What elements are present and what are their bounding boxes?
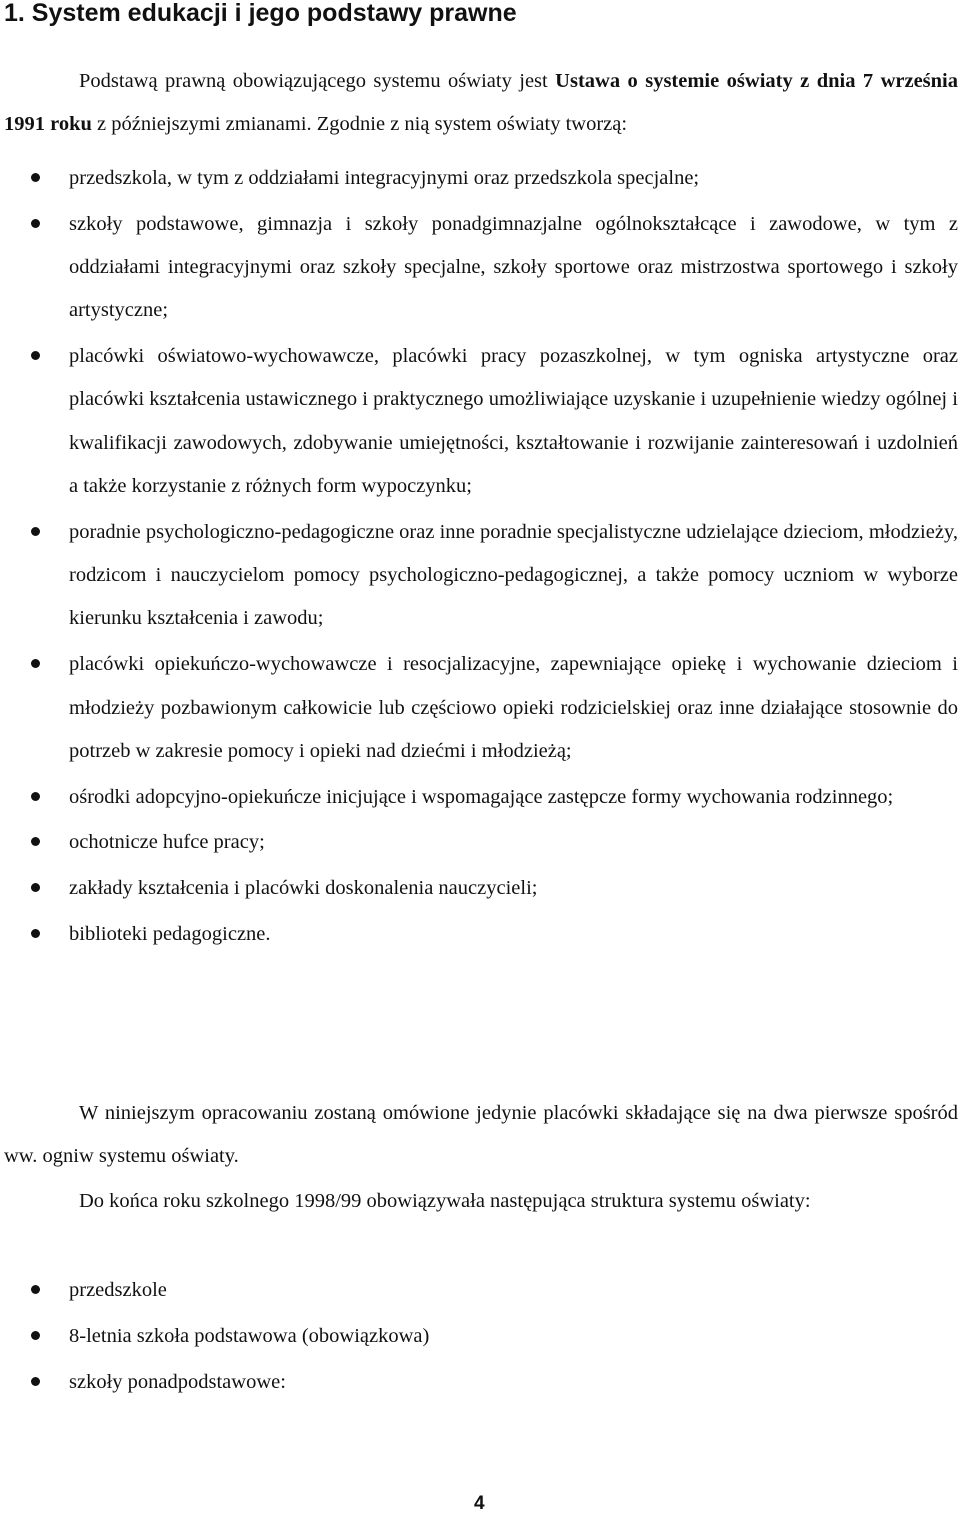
list-item-text: placówki opiekuńczo-wychowawcze i resocjalizacyjne, zapewniające opiekę i wychowanie dzieciom i młodzieży pozbawionym całkowicie lub częściowo opieki rodzicielskiej oraz inne działające stosownie do potrzeb w zakresie pomocy i opieki nad dziećmi i młodzieżą; bbox=[69, 653, 958, 762]
list-item-text: poradnie psychologiczno-pedagogiczne oraz inne poradnie specjalistyczne udzielające dzieciom, młodzieży, rodzicom i nauczycielom pomocy psychologiczno-pedagogicznej, a także pomocy uczniom w wyborze kierunku kształcenia i zawodu; bbox=[69, 520, 958, 630]
law-title: Ustawa o systemie oświaty z dnia 7 września 1991 roku bbox=[4, 70, 958, 136]
list-item bbox=[0, 1315, 958, 1358]
intro-paragraph bbox=[4, 60, 958, 147]
bullet-icon bbox=[31, 1331, 40, 1340]
bullet-icon bbox=[31, 527, 40, 536]
list-item bbox=[0, 511, 958, 641]
scope-paragraph: W niniejszym opracowaniu zostaną omówione jedynie placówki składające się na dwa pierwsze spośród ww. ogniw systemu oświaty. bbox=[4, 1102, 958, 1168]
bullet-icon bbox=[31, 883, 40, 892]
bullet-icon bbox=[31, 659, 40, 668]
list-item-text: szkoły podstawowe, gimnazja i szkoły ponadgimnazjalne ogólnokształcące i zawodowe, w tym z oddziałami integracyjnymi oraz szkoły specjalne, szkoły sportowe oraz mistrzostwa sportowego i szkoły artystyczne; bbox=[69, 212, 958, 322]
bullet-icon bbox=[31, 351, 40, 360]
page-number: 4 bbox=[474, 1493, 485, 1514]
section-heading: 1. System edukacji i jego podstawy prawne bbox=[4, 0, 517, 27]
list-item-text: przedszkole bbox=[69, 1279, 167, 1301]
list-item-text: przedszkola, w tym z oddziałami integracyjnymi oraz przedszkola specjalne; bbox=[69, 167, 700, 189]
list-item-text: ochotnicze hufce pracy; bbox=[69, 831, 265, 854]
list-item-text: ośrodki adopcyjno-opiekuńcze inicjujące i wspomagające zastępcze formy wychowania rodzinnego; bbox=[69, 785, 894, 808]
bullet-icon bbox=[31, 1285, 40, 1294]
list-item-text: zakłady kształcenia i placówki doskonalenia nauczycieli; bbox=[69, 877, 538, 900]
intro-text-after: z późniejszymi zmianami. Zgodnie z nią system oświaty tworzą: bbox=[91, 113, 628, 136]
list-item bbox=[0, 867, 958, 910]
list-item-text: 8-letnia szkoła podstawowa (obowiązkowa) bbox=[69, 1324, 430, 1347]
list-item-text: szkoły ponadpodstawowe: bbox=[69, 1370, 286, 1393]
list-item bbox=[0, 335, 958, 508]
list-item bbox=[0, 821, 958, 864]
bullet-icon bbox=[31, 837, 40, 846]
bullet-icon bbox=[31, 929, 40, 938]
institutions-list bbox=[0, 157, 958, 959]
bullet-icon bbox=[31, 219, 40, 228]
list-item bbox=[0, 776, 958, 819]
list-item bbox=[0, 157, 958, 200]
bullet-icon bbox=[31, 173, 40, 182]
list-item bbox=[0, 913, 958, 956]
list-item bbox=[0, 203, 958, 333]
list-item bbox=[0, 643, 958, 773]
intro-text-before: Podstawą prawną obowiązującego systemu oświaty jest bbox=[79, 70, 556, 92]
bullet-icon bbox=[31, 792, 40, 801]
list-item bbox=[0, 1361, 958, 1404]
bullet-icon bbox=[31, 1377, 40, 1386]
list-item bbox=[0, 1269, 958, 1312]
structure-intro-paragraph: Do końca roku szkolnego 1998/99 obowiązywała następująca struktura systemu oświaty: bbox=[79, 1190, 811, 1212]
list-item-text: biblioteki pedagogiczne. bbox=[69, 923, 271, 946]
structure-list bbox=[0, 1269, 958, 1406]
list-item-text: placówki oświatowo-wychowawcze, placówki pracy pozaszkolnej, w tym ogniska artystyczne oraz placówki kształcenia ustawicznego i praktycznego umożliwiające uzyskanie i uzupełnienie wiedzy ogólnej i kwalifikacji zawodowych, zdobywanie umiejętności, kształtowanie i rozwijanie zainteresowań i uzdolnień a także korzystanie z różnych form wypoczynku; bbox=[69, 345, 958, 498]
